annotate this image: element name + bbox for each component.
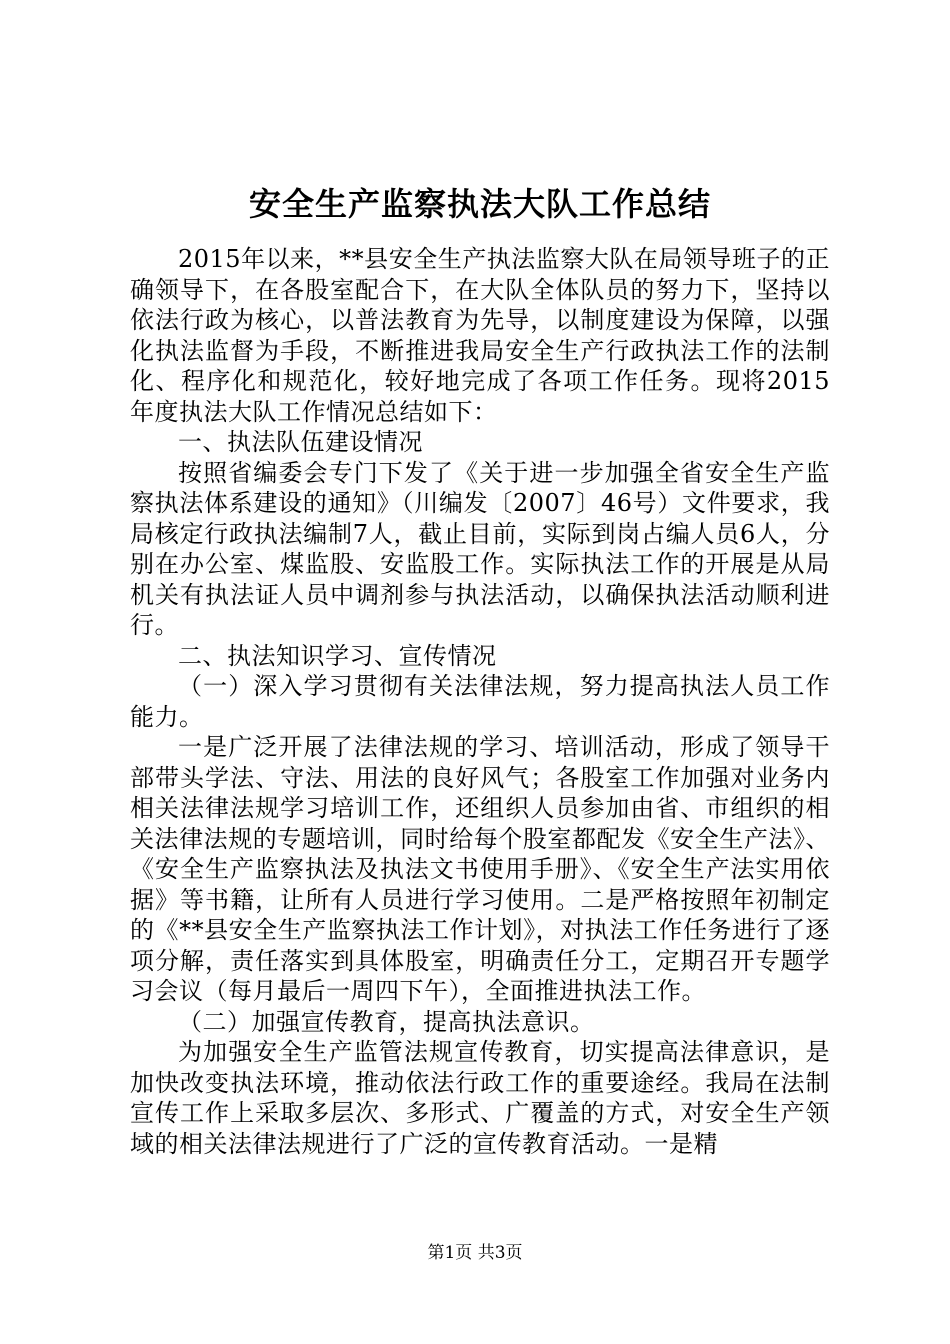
section-heading-team-building: 一、执法队伍建设情况	[178, 428, 423, 456]
paragraph-publicity: 为加强安全生产监管法规宣传教育，切实提高法律意识，是加快改变执法环境，推动依法行政工作的重要途经。我局在法制宣传工作上采取多层次、多形式、广覆盖的方式，对安全生产领域的相关法律法规进行了广泛的宣传教育活动。一是精	[130, 1038, 830, 1158]
subsection-heading-publicity: （二）加强宣传教育，提高执法意识。	[178, 1007, 595, 1036]
section-heading-learning-publicity: 二、执法知识学习、宣传情况	[178, 641, 497, 670]
paragraph-intro: 2015年以来，**县安全生产执法监察大队在局领导班子的正确领导下，在各股室配合下，在大队全体队员的努力下，坚持以依法行政为核心，以普法教育为先导，以制度建设为保障，以强化执法监督为手段，不断推进我局安全生产行政执法工作的法制化、程序化和规范化，较好地完成了各项工作任务。现将2015年度执法大队工作情况总结如下：	[130, 245, 830, 426]
paragraph-study-laws: 一是广泛开展了法律法规的学习、培训活动，形成了领导干部带头学法、守法、用法的良好风气；各股室工作加强对业务内相关法律法规学习培训工作，还组织人员参加由省、市组织的相关法律法规的专题培训，同时给每个股室都配发《安全生产法》、《安全生产监察执法及执法文书使用手册》、《安全生产法实用依据》等书籍，让所有人员进行学习使用。二是严格按照年初制定的《**县安全生产监察执法工作计划》，对执法工作任务进行了逐项分解，责任落实到具体股室，明确责任分工，定期召开专题学习会议（每月最后一周四下午），全面推进执法工作。	[130, 733, 830, 1005]
subsection-heading-study-laws: （一）深入学习贯彻有关法律法规，努力提高执法人员工作能力。	[130, 672, 830, 731]
document-body	[130, 178, 830, 1159]
paragraph-team-building: 按照省编委会专门下发了《关于进一步加强全省安全生产监察执法体系建设的通知》（川编发〔2007〕46号）文件要求，我局核定行政执法编制7人，截止目前，实际到岗占编人员6人，分别在办公室、煤监股、安监股工作。实际执法工作的开展是从局机关有执法证人员中调剂参与执法活动，以确保执法活动顺利进行。	[130, 458, 830, 639]
document-title: 安全生产监察执法大队工作总结	[248, 185, 711, 223]
page-number-footer: 第1页 共3页	[427, 1243, 523, 1263]
